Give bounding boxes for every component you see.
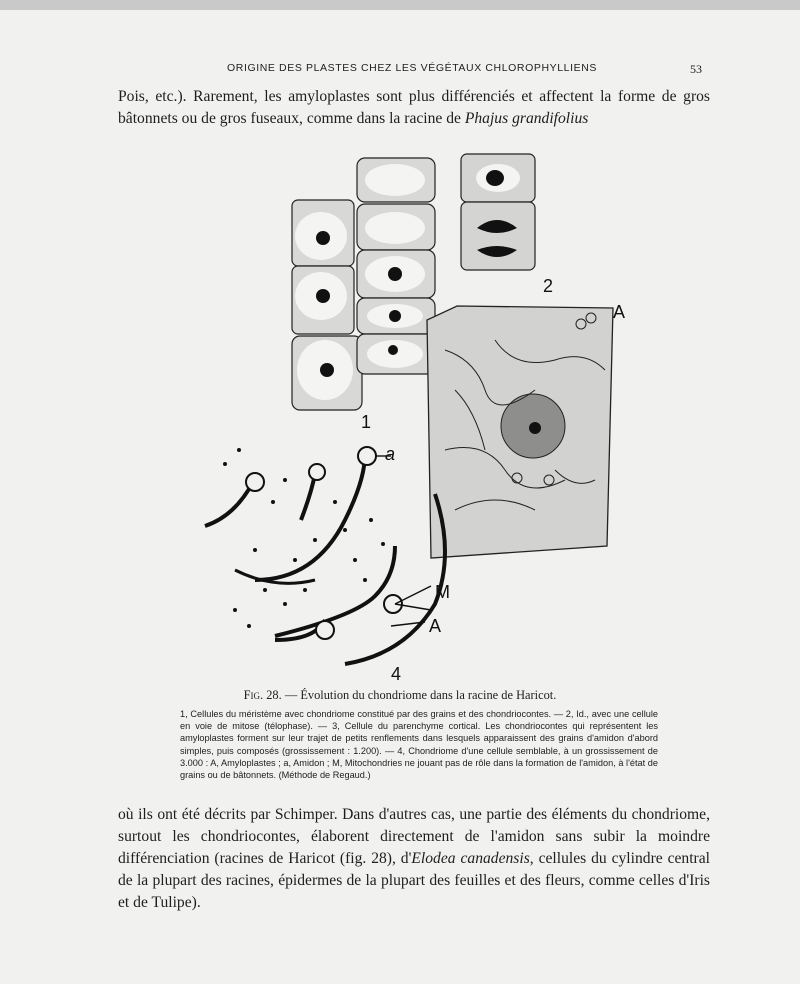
panel-3-cortical-cell [427,306,613,558]
running-head: ORIGINE DES PLASTES CHEZ LES VÉGÉTAUX CHLOROPHYLLIENS [227,62,598,74]
annotation-label-a: a [385,444,396,464]
paragraph-bottom-text-1: où ils ont été décrits par Schimper. Dans d'autres cas, une partie des éléments du chondriome, surtout les chondriocontes, élaborent directement de l'amidon sans subir la moindre différenciation (racines de Haricot (fig. 28), d' [118,806,710,867]
annotation-label-A-panel-4: A [429,616,442,636]
annotation-label-M: M [435,582,450,602]
panel-1-meristem-cells [292,158,435,410]
figure-28 [195,150,655,690]
panel-label-1: 1 [361,412,372,432]
annotation-label-A-panel-3: A [613,302,626,322]
panel-2-mitosis-cells [461,154,535,270]
species-name-phajus: Phajus grandifolius [464,110,589,127]
paragraph-bottom [118,804,710,914]
figure-caption-title [0,688,800,703]
panel-4-chondriome [205,447,445,664]
panel-label-2: 2 [543,276,554,296]
figure-caption-body: 1, Cellules du méristème avec chondriome constitué par des grains et des chondriocontes. — 2, Id., avec une cellule en voie de mitose (télophase). — 3, Cellule du parenchyme cortical. Les chondriocontes qui représentent les amyloplastes forment sur leur trajet de petits renflements dans lesquels apparaissent des grains d'amidon d'abord simples, puis composés (grossissement : 1.200). — 4, Chondriome d'une cellule semblable, à un grossissement de 3.000 : A, Amyloplastes ; a, Amidon ; M, Mitochondries ne jouant pas de rôle dans la formation de l'amidon, à l'état de grains ou de bâtonnets. (Méthode de Regaud.) [180,709,658,781]
paragraph-top [118,86,710,130]
paragraph-top-text: Pois, etc.). Rarement, les amyloplastes sont plus différenciés et affectent la forme de gros bâtonnets ou de gros fuseaux, comme dans la racine de [118,88,710,127]
figure-drawing [195,150,655,690]
figure-number: Fig. 28. [243,688,282,702]
species-name-elodea: Elodea canadensis [411,850,530,867]
paragraph-bottom-text-2: , cellules du cylindre central de la plupart des racines, épidermes de la plupart des feuilles et des fleurs, comme celles d'Iris et de Tulipe). [118,850,710,911]
figure-title: — Évolution du chondriome dans la racine de Haricot. [284,688,557,702]
page-number: 53 [690,62,702,76]
panel-label-4: 4 [391,664,402,684]
scan-edge [0,0,800,10]
